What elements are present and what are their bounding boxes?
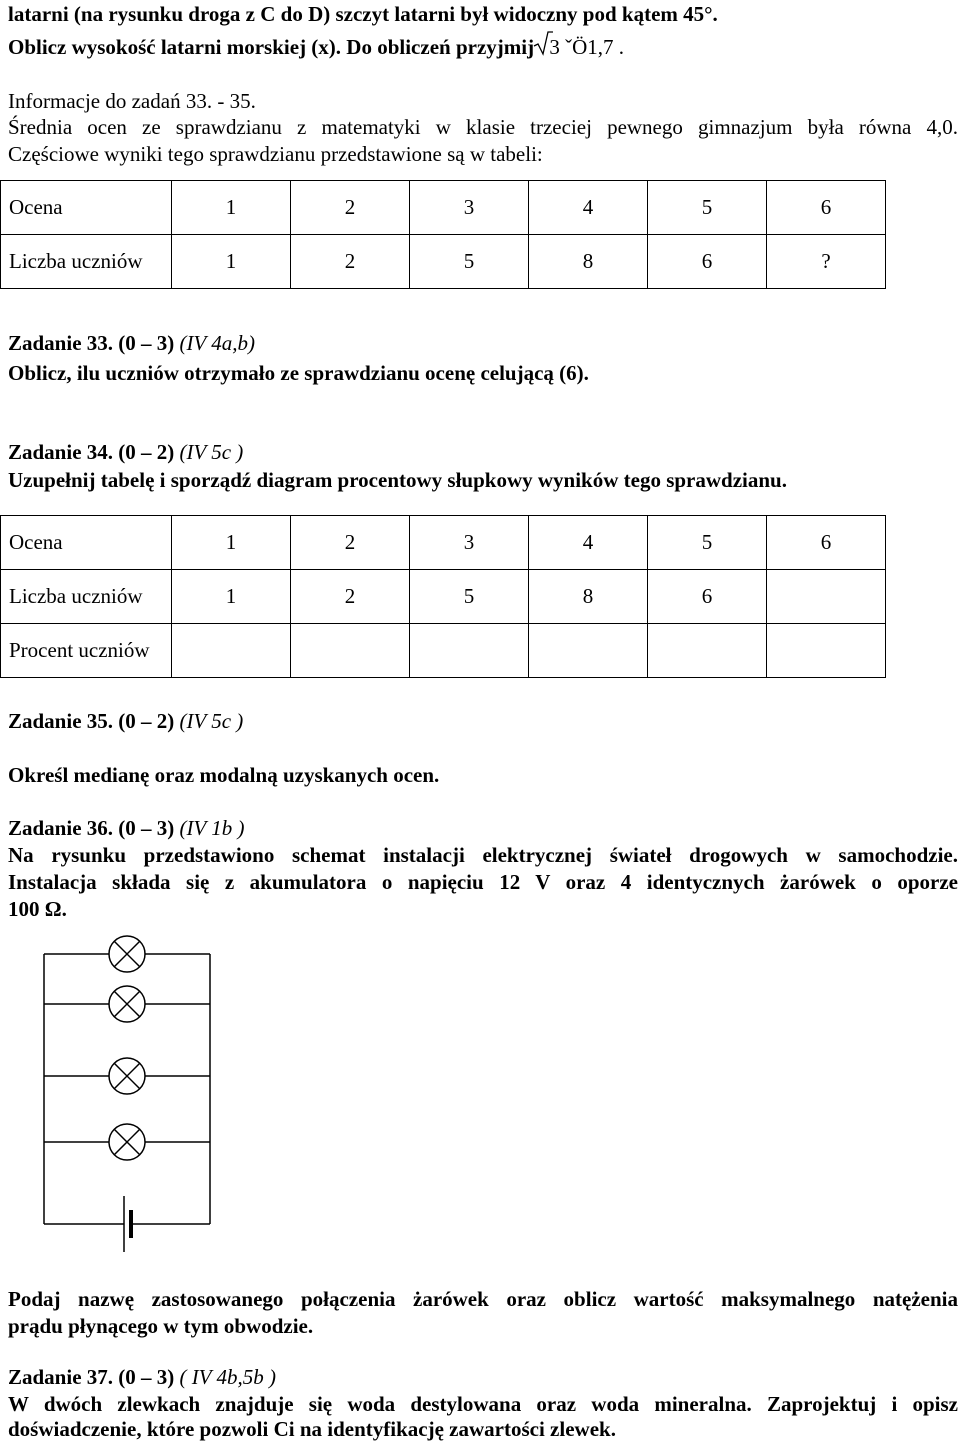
table-cell: 2: [291, 570, 410, 624]
task-title: Zadanie 34.: [8, 440, 114, 464]
task-36-question-1: Podaj nazwę zastosowanego połączenia żarówek oraz oblicz wartość maksymalnego natężenia: [8, 1287, 958, 1311]
table-cell: 6: [648, 570, 767, 624]
sqrt-expression: [549, 34, 624, 60]
table-cell: 8: [529, 570, 648, 624]
table-row: [1, 624, 886, 678]
task-37-header: [8, 1364, 276, 1390]
table-cell: 1: [172, 570, 291, 624]
table-cell: 5: [648, 181, 767, 235]
row-label: Procent uczniów: [1, 624, 172, 678]
battery-icon: [124, 1196, 131, 1252]
task-35-text: Określ medianę oraz modalną uzyskanych ocen.: [8, 763, 440, 787]
table-cell: 5: [410, 235, 529, 289]
task-points: (0 – 2): [118, 440, 175, 464]
task-code: (IV 5c ): [179, 709, 244, 733]
results-table-complete: [0, 515, 886, 678]
task-33-text: Oblicz, ilu uczniów otrzymało ze sprawdzianu ocenę celującą (6).: [8, 361, 589, 385]
table-cell: 2: [291, 235, 410, 289]
bulb-icon: [109, 1058, 145, 1094]
task-36-header: [8, 815, 244, 841]
task-36-text-2: Instalacja składa się z akumulatora o napięciu 12 V oraz 4 identycznych żarówek o oporze: [8, 870, 958, 894]
task-code: (IV 1b ): [179, 816, 245, 840]
table-cell: 5: [410, 570, 529, 624]
table-cell: 6: [648, 235, 767, 289]
row-label: Liczba uczniów: [1, 235, 172, 289]
table-cell: 4: [529, 516, 648, 570]
task-34-text: Uzupełnij tabelę i sporządź diagram procentowy słupkowy wyników tego sprawdzianu.: [8, 468, 787, 492]
task-37-text-2: doświadczenie, które pozwoli Ci na identyfikację zawartości zlewek.: [8, 1417, 616, 1441]
table-cell: 1: [172, 516, 291, 570]
table-cell-empty[interactable]: [291, 624, 410, 678]
row-label: Ocena: [1, 516, 172, 570]
table-row: [1, 516, 886, 570]
bulb-icon: [109, 986, 145, 1022]
info-heading: Informacje do zadań 33. - 35.: [8, 89, 256, 113]
table-cell: 8: [529, 235, 648, 289]
table-cell: 3: [410, 516, 529, 570]
table-cell: 4: [529, 181, 648, 235]
sqrt-icon: [533, 30, 553, 56]
bulb-icon: [109, 1124, 145, 1160]
task-35-header: [8, 708, 243, 734]
table-cell-empty[interactable]: [767, 570, 886, 624]
info-line-1: Średnia ocen ze sprawdzianu z matematyki w klasie trzeciej pewnego gimnazjum była równa 4,0.: [8, 115, 958, 139]
task-code: ( IV 4b,5b ): [179, 1365, 276, 1389]
table-cell-empty[interactable]: [529, 624, 648, 678]
task-36-text-3: 100 Ω.: [8, 897, 67, 921]
task-title: Zadanie 37.: [8, 1365, 114, 1389]
task-36-text-1: Na rysunku przedstawiono schemat instalacji elektrycznej świateł drogowych w samochodzie.: [8, 843, 958, 867]
table-row: [1, 570, 886, 624]
table-cell-empty[interactable]: [410, 624, 529, 678]
table-cell: 3: [410, 181, 529, 235]
row-label: Ocena: [1, 181, 172, 235]
row-label: Liczba uczniów: [1, 570, 172, 624]
intro-line-1: latarni (na rysunku droga z C do D) szczyt latarni był widoczny pod kątem 45°.: [8, 2, 718, 26]
task-points: (0 – 2): [118, 709, 175, 733]
intro-line-2: [8, 34, 624, 60]
circuit-diagram: [0, 920, 260, 1260]
task-34-header: [8, 439, 243, 465]
task-33-header: [8, 330, 255, 356]
table-cell-empty[interactable]: [648, 624, 767, 678]
task-37-text-1: W dwóch zlewkach znajduje się woda destylowana oraz woda mineralna. Zaprojektuj i opisz: [8, 1392, 958, 1416]
table-cell: 5: [648, 516, 767, 570]
bulb-icon: [109, 936, 145, 972]
task-36-question-2: prądu płynącego w tym obwodzie.: [8, 1314, 314, 1338]
table-row: [1, 235, 886, 289]
table-cell: 2: [291, 181, 410, 235]
task-points: (0 – 3): [118, 331, 175, 355]
table-cell: 6: [767, 516, 886, 570]
task-code: (IV 5c ): [179, 440, 244, 464]
table-cell: 1: [172, 181, 291, 235]
table-cell-empty[interactable]: [172, 624, 291, 678]
table-cell-empty[interactable]: [767, 624, 886, 678]
table-cell: 6: [767, 181, 886, 235]
table-row: [1, 181, 886, 235]
table-cell: 2: [291, 516, 410, 570]
task-title: Zadanie 36.: [8, 816, 114, 840]
task-code: (IV 4a,b): [179, 331, 255, 355]
table-cell: 1: [172, 235, 291, 289]
results-table: [0, 180, 886, 289]
intro-line-2-text: Oblicz wysokość latarni morskiej (x). Do obliczeń przyjmij: [8, 35, 535, 59]
info-line-2: Częściowe wyniki tego sprawdzianu przedstawione są w tabeli:: [8, 142, 543, 166]
task-title: Zadanie 33.: [8, 331, 114, 355]
task-title: Zadanie 35.: [8, 709, 114, 733]
task-points: (0 – 3): [118, 816, 175, 840]
task-points: (0 – 3): [118, 1365, 175, 1389]
table-cell: ?: [767, 235, 886, 289]
sqrt-value: 3 ˇÖ1,7 .: [549, 35, 625, 59]
